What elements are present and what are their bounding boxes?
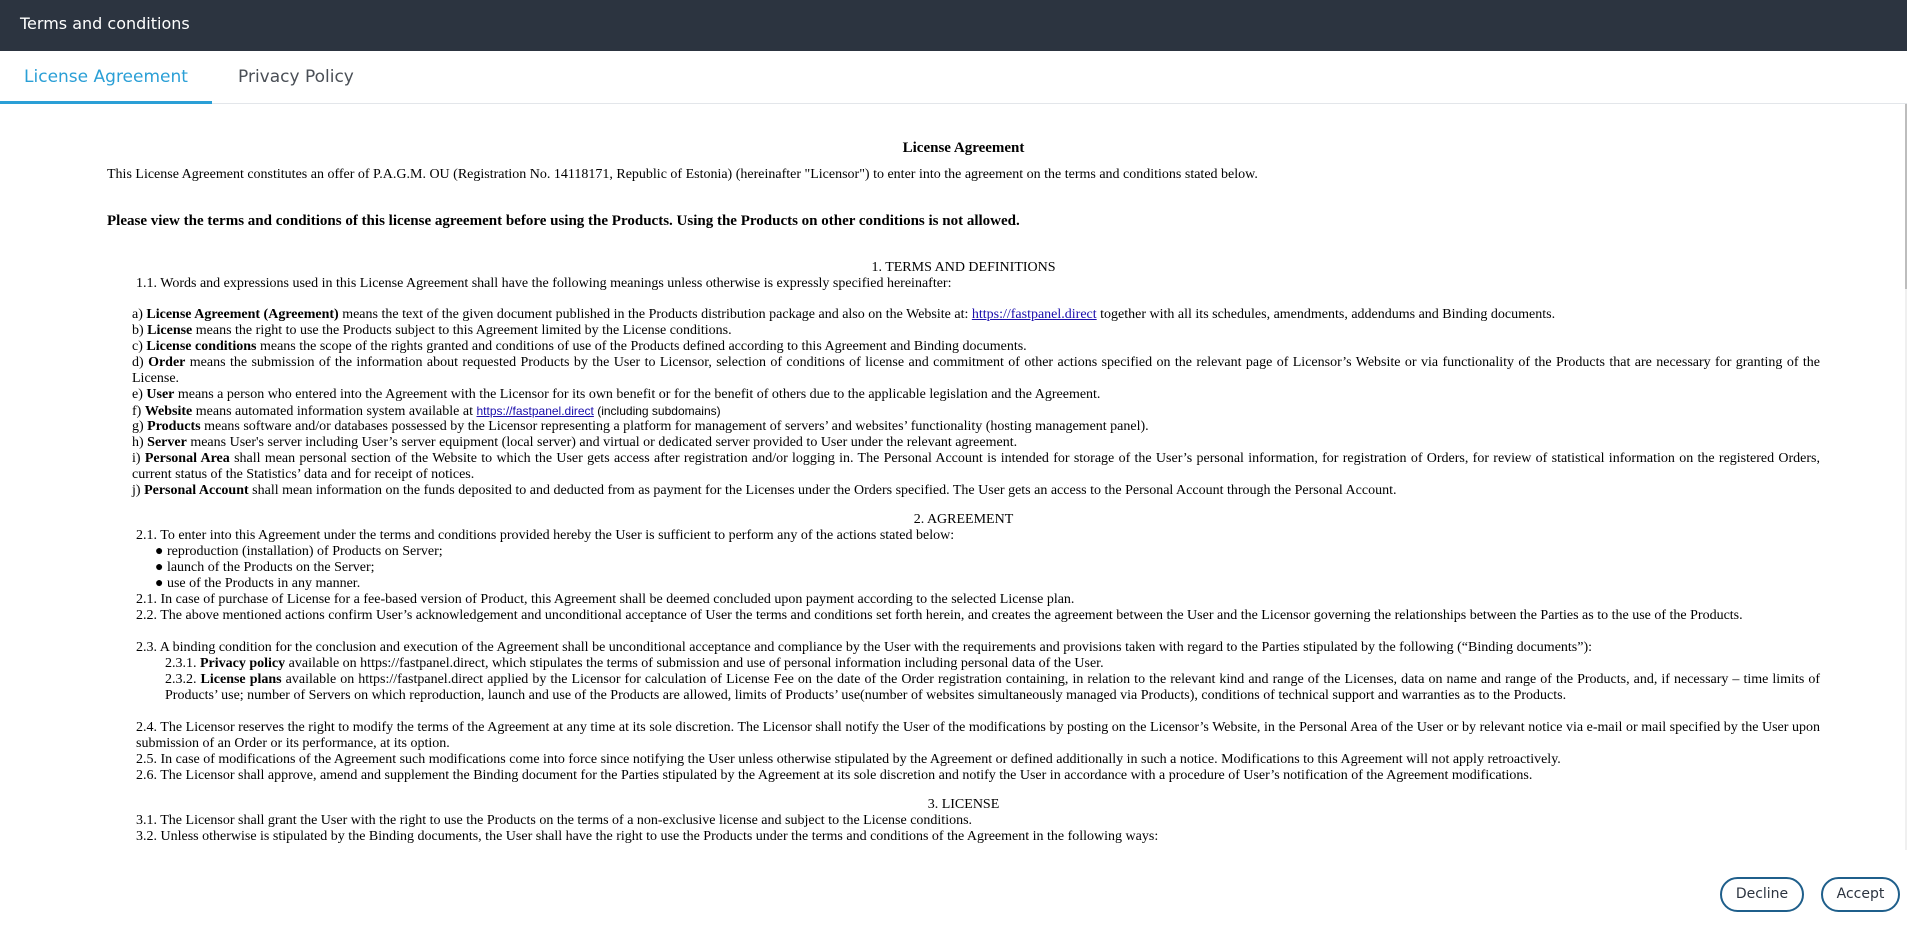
- clause-2-4: 2.4. The Licensor reserves the right to modify the terms of the Agreement at any time at its sole discretion. The Licensor shall notify the User of the modifications by posting on the Licensor’s Website, in the Personal Area of the User or by relevant notice via e-mail or mail specified by the User upon submission of an Order or its performance, at its option.: [136, 720, 1820, 751]
- section-2-heading: 2. AGREEMENT: [913, 512, 1014, 527]
- definition-c: c) License conditions means the scope of the rights granted and conditions of use of the Products defined according to this Agreement and Binding documents.: [132, 339, 1027, 354]
- clause-3-2: 3.2. Unless otherwise is stipulated by the Binding documents, the User shall have the right to use the Products under the terms and conditions of the Agreement in the following ways:: [136, 829, 1159, 844]
- document-title: License Agreement: [902, 140, 1025, 156]
- fastpanel-link[interactable]: https://fastpanel.direct: [971, 307, 1097, 322]
- definition-f: f) Website means automated information system available at https://fastpanel.direct (including subdomains): [132, 404, 721, 419]
- tab-privacy-policy[interactable]: Privacy Policy: [238, 67, 354, 87]
- clause-2-3-1: 2.3.1. Privacy policy available on https://fastpanel.direct, which stipulates the terms of submission and use of personal information including personal data of the User.: [165, 656, 1104, 671]
- clause-2-3-2: 2.3.2. License plans available on https://fastpanel.direct applied by the Licensor for calculation of License Fee on the date of the Order registration containing, in relation to the relevant kind and range of the Licenses, data on name and range of the Products, and, if necessary – time limits of Products’ use; number of Servers on which reproduction, launch and use of the Products are allowed, limits of Products’ use(number of websites simultaneously managed via Products), conditions of technical support and warranties as to the Products.: [165, 672, 1821, 703]
- clause-3-1: 3.1. The Licensor shall grant the User with the right to use the Products on the terms of a non-exclusive license and subject to the License conditions.: [136, 813, 973, 828]
- warning-paragraph: Please view the terms and conditions of this license agreement before using the Products. Using the Products on other conditions is not allowed.: [107, 213, 1020, 229]
- definition-j: j) Personal Account shall mean information on the funds deposited to and deducted from as payment for the Licenses under the Orders specified. The User gets an access to the Personal Account through the Personal Account.: [132, 483, 1397, 498]
- clause-2-3: 2.3. A binding condition for the conclusion and execution of the Agreement shall be unconditional acceptance and compliance by the User with the requirements and provisions taken with regard to the Parties stipulated by the following (“Binding documents”):: [136, 640, 1593, 655]
- definition-g: g) Products means software and/or databases possessed by the Licensor representing a platform for management of servers’ and websites’ functionality (hosting management panel).: [132, 419, 1149, 434]
- section-3-heading: 3. LICENSE: [927, 797, 1000, 812]
- tab-bar: [0, 51, 1907, 104]
- definition-a: a) License Agreement (Agreement) means the text of the given document published in the Products distribution package and also on the Website at: https://fastpanel.direct together with all its schedules, amendments, addendums and Binding documents.: [132, 307, 1556, 322]
- license-document[interactable]: [0, 104, 1905, 850]
- intro-paragraph: This License Agreement constitutes an offer of P.A.G.M. OU (Registration No. 14118171, Republic of Estonia) (hereinafter "Licensor") to enter into the agreement on the terms and conditions stated below.: [107, 167, 1258, 182]
- tab-license-agreement[interactable]: License Agreement: [0, 51, 212, 104]
- clause-2-2: 2.2. The above mentioned actions confirm User’s acknowledgement and unconditional acceptance of User the terms and conditions set forth herein, and creates the agreement between the User and the Licensor governing the relationships between the Parties as to the use of the Products.: [136, 608, 1743, 623]
- section-1-heading: 1. TERMS AND DEFINITIONS: [871, 260, 1056, 275]
- definition-h: h) Server means User's server including User’s server equipment (local server) and virtual or dedicated server provided to User under the relevant agreement.: [132, 435, 1018, 450]
- dialog-titlebar: [0, 0, 1907, 51]
- decline-button[interactable]: Decline: [1720, 877, 1804, 912]
- clause-2-1b: 2.1. In case of purchase of License for a fee-based version of Product, this Agreement shall be deemed concluded upon payment according to the selected License plan.: [136, 592, 1075, 607]
- dialog-footer: [0, 850, 1907, 932]
- definition-i: i) Personal Area shall mean personal section of the Website to which the User gets access after registration and/or logging in. The Personal Account is intended for storage of the User’s personal information, for registration of Orders, for review of statistical information on the registered Orders, current status of the Statistics’ data and for receipt of notices.: [132, 451, 1820, 482]
- bullet-item: ● reproduction (installation) of Products on Server;: [155, 544, 443, 559]
- definition-b: b) License means the right to use the Products subject to this Agreement limited by the License conditions.: [132, 323, 732, 338]
- bullet-item: ● launch of the Products on the Server;: [155, 560, 375, 575]
- definition-d: d) Order means the submission of the information about requested Products by the User to Licensor, selection of conditions of license and commitment of other actions specified on the relevant page of Licensor’s Website or via functionality of the Products that are necessary for granting of the License.: [132, 355, 1820, 386]
- clause-1-1: 1.1. Words and expressions used in this License Agreement shall have the following meanings unless otherwise is expressly specified hereinafter:: [136, 276, 952, 291]
- clause-2-5: 2.5. In case of modifications of the Agreement such modifications come into force since notifying the User unless otherwise stipulated by the Agreement or defined additionally in such a notice. Modifications to this Agreement will not apply retroactively.: [136, 752, 1561, 767]
- dialog-title: Terms and conditions: [20, 14, 190, 33]
- fastpanel-link[interactable]: https://fastpanel.direct: [476, 404, 594, 418]
- definition-e: e) User means a person who entered into the Agreement with the Licensor for its own benefit or for the benefit of others due to the applicable legislation and the Agreement.: [132, 387, 1101, 402]
- clause-2-1: 2.1. To enter into this Agreement under the terms and conditions provided hereby the User is sufficient to perform any of the actions stated below:: [136, 528, 955, 543]
- bullet-item: ● use of the Products in any manner.: [155, 576, 361, 591]
- clause-2-6: 2.6. The Licensor shall approve, amend and supplement the Binding document for the Parties stipulated by the Agreement at its sole discretion and notify the User in accordance with a procedure of User’s notification of the Agreement modifications.: [136, 768, 1533, 783]
- accept-button[interactable]: Accept: [1821, 877, 1900, 912]
